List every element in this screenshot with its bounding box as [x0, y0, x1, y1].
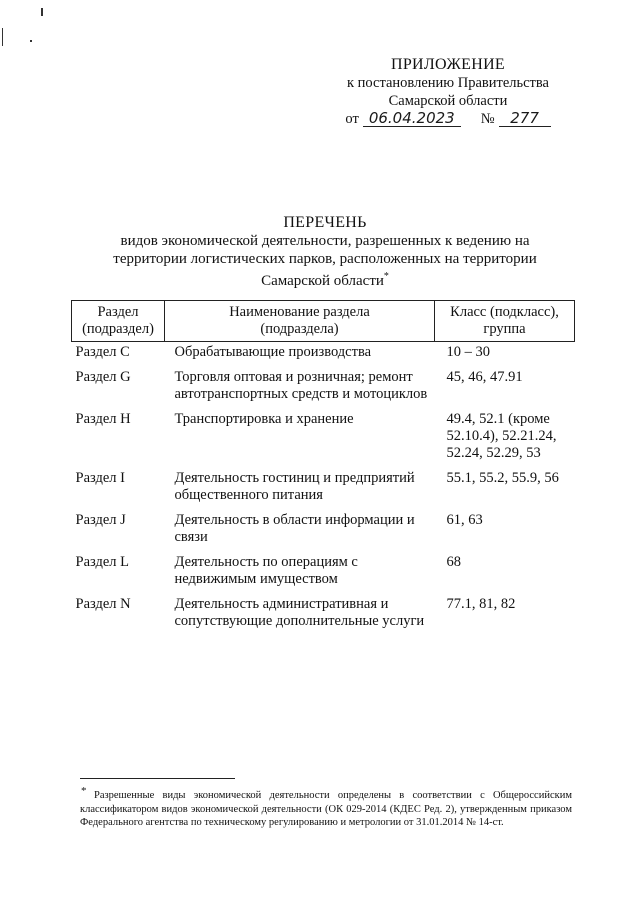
row-section: Раздел N [75, 596, 131, 612]
header-classes-line-1: Класс (подкласс), [450, 304, 559, 320]
footnote-mark: * [81, 785, 87, 797]
date-prefix: от [345, 111, 359, 127]
scan-mark [30, 40, 32, 42]
document-title-block [95, 214, 555, 290]
document-title: ПЕРЕЧЕНЬ [283, 214, 367, 231]
table-row [72, 510, 575, 552]
row-name: Деятельность гостиниц и предприятий общественного питания [174, 470, 415, 503]
row-name: Транспортировка и хранение [174, 411, 354, 427]
row-classes: 45, 46, 47.91 [446, 369, 523, 385]
document-subtitle-line-3 [95, 268, 555, 290]
appendix-date-line [318, 110, 578, 128]
row-classes: 61, 63 [446, 512, 483, 528]
handwritten-number: 277 [499, 110, 551, 127]
footnote-marker: * [383, 271, 389, 282]
appendix-title: ПРИЛОЖЕНИЕ [390, 56, 505, 73]
row-classes: 68 [446, 554, 461, 570]
table-header-row [72, 301, 575, 342]
row-classes: 55.1, 55.2, 55.9, 56 [446, 470, 559, 486]
row-classes: 77.1, 81, 82 [446, 596, 516, 612]
row-name: Обрабатывающие производства [174, 344, 372, 360]
table-row [72, 342, 575, 368]
document-subtitle-line-1: видов экономической деятельности, разрешенных к ведению на [120, 233, 530, 249]
handwritten-date: 06.04.2023 [363, 110, 461, 127]
row-name: Деятельность в области информации и связи [174, 512, 415, 545]
subtitle-text: Самарской области [261, 273, 384, 289]
appendix-header [318, 56, 578, 128]
header-classes-line-2: группа [483, 321, 526, 337]
row-section: Раздел L [75, 554, 129, 570]
footnote-rule [80, 778, 235, 779]
row-classes: 49.4, 52.1 (кроме 52.10.4), 52.21.24, 52.24, 52.29, 53 [446, 411, 557, 461]
table-row [72, 552, 575, 594]
header-name-line-1: Наименование раздела [229, 304, 370, 320]
header-name [165, 301, 435, 342]
appendix-line-1: к постановлению Правительства [347, 75, 549, 91]
number-label: № [480, 111, 495, 127]
table-row [72, 468, 575, 510]
header-section-line-1: Раздел [97, 304, 139, 320]
row-section: Раздел C [75, 344, 130, 360]
footnote [80, 785, 572, 830]
footnote-text: Разрешенные виды экономической деятельности определены в соответствии с Общероссийским классификатором видов экономической деятельности (ОК 029-2014 (КДЕС Ред. 2), утвержденным приказом Федерального агентства по техническому регулированию и метрологии от 31.01.2014 № 14-ст. [80, 790, 572, 828]
document-subtitle-line-2: территории логистических парков, расположенных на территории [113, 251, 537, 267]
row-section: Раздел J [75, 512, 126, 528]
scan-mark [41, 8, 43, 16]
row-name: Деятельность по операциям с недвижимым имуществом [174, 554, 358, 587]
table-row [72, 367, 575, 409]
header-section-line-2: (подраздел) [82, 321, 154, 337]
row-section: Раздел G [75, 369, 131, 385]
row-section: Раздел I [75, 470, 125, 486]
header-classes [435, 301, 575, 342]
row-name: Деятельность административная и сопутствующие дополнительные услуги [174, 596, 425, 629]
table-row [72, 594, 575, 636]
table-row [72, 409, 575, 468]
header-section [72, 301, 165, 342]
appendix-line-2: Самарской области [388, 93, 508, 109]
scan-mark [2, 28, 3, 46]
row-name: Торговля оптовая и розничная; ремонт автотранспортных средств и мотоциклов [174, 369, 428, 402]
header-name-line-2: (подраздела) [260, 321, 339, 337]
row-classes: 10 – 30 [446, 344, 490, 360]
activities-table [71, 300, 575, 636]
row-section: Раздел H [75, 411, 131, 427]
